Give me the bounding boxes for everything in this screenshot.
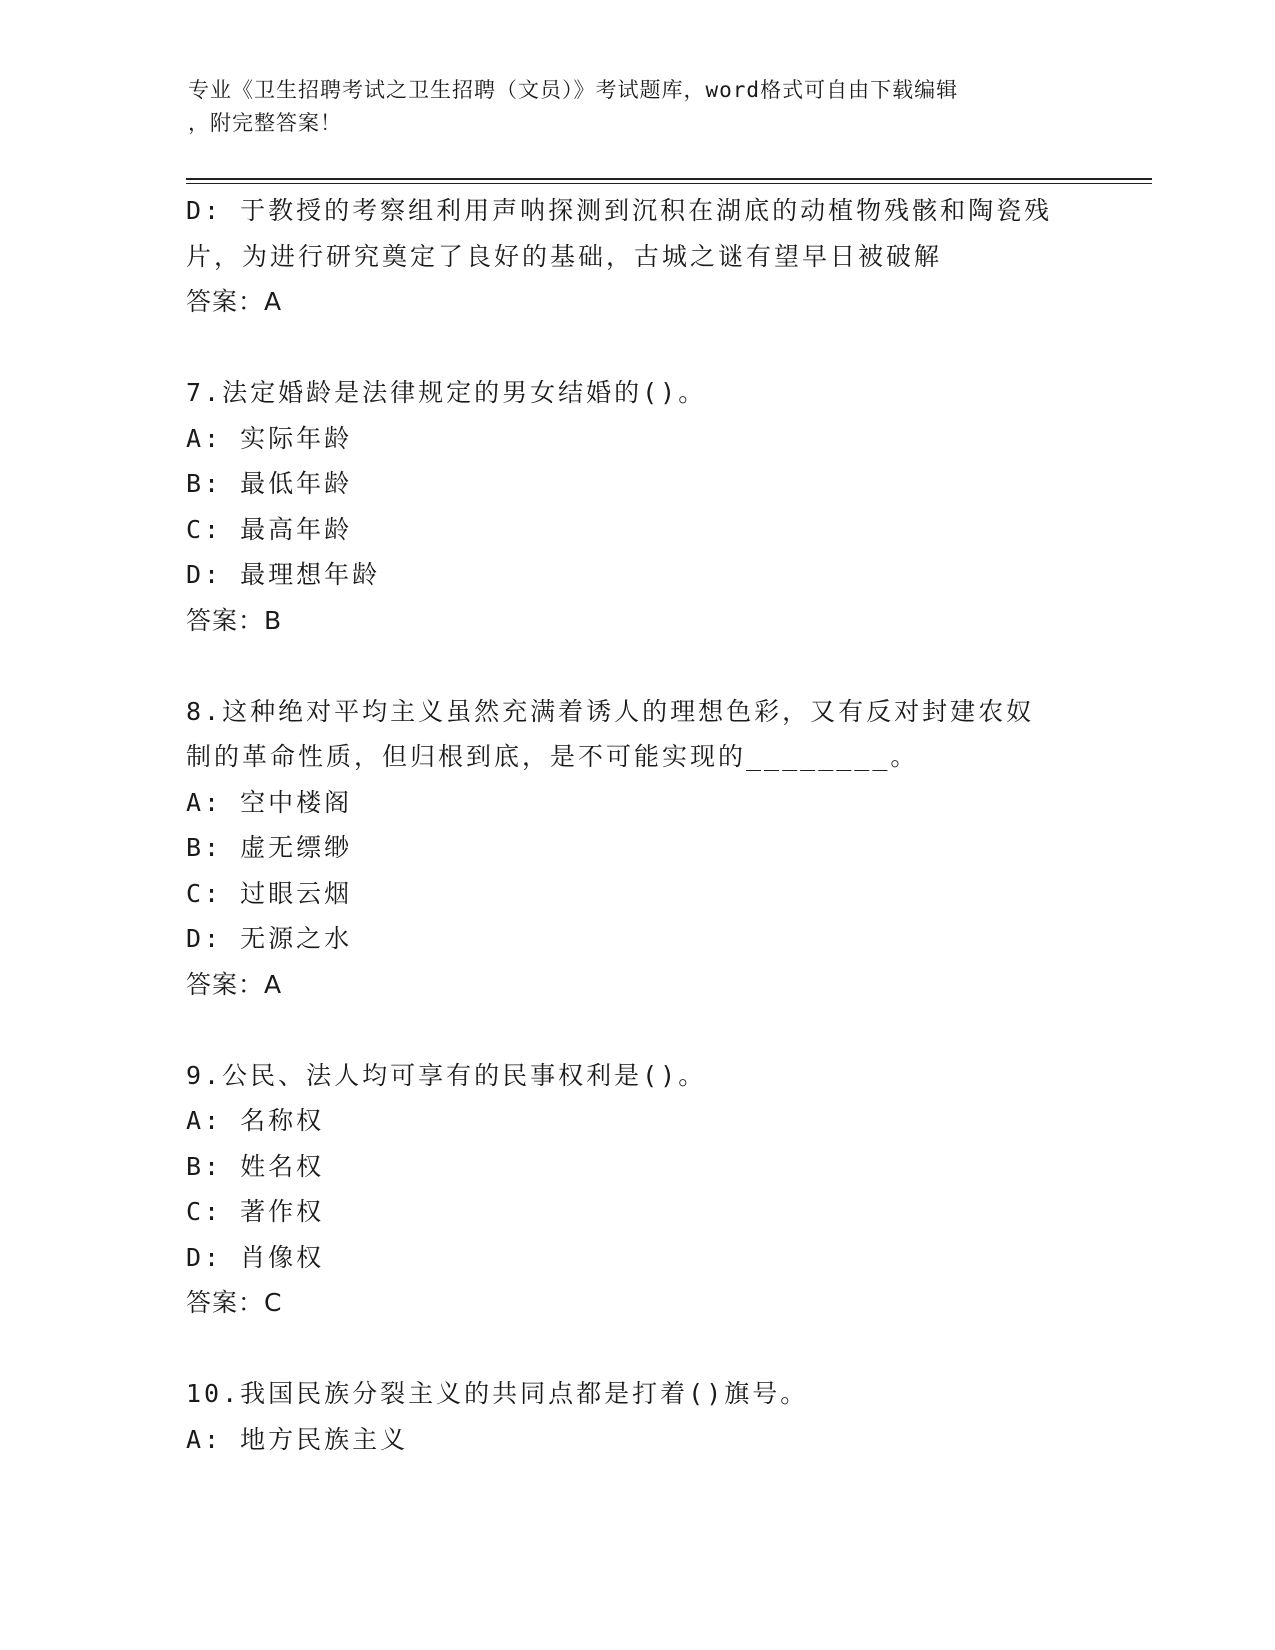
spacer: [186, 1007, 1086, 1053]
option-a: A: 实际年龄: [186, 423, 353, 453]
prev-answer: 答案：A: [186, 287, 283, 316]
spacer: [186, 325, 1086, 371]
option-a: A: 名称权: [186, 1106, 325, 1135]
option-c: C: 过眼云烟: [186, 878, 353, 908]
question-9: [186, 1053, 1086, 1326]
option-d: D: 肖像权: [186, 1242, 325, 1272]
header-title-line2: ，附完整答案！: [188, 111, 342, 135]
option-d: D: 最理想年龄: [186, 560, 381, 589]
option-c: C: 著作权: [186, 1197, 325, 1226]
header-divider-thick: [186, 178, 1152, 180]
option-b: B: 最低年龄: [186, 469, 353, 498]
question-text-line1: 8.这种绝对平均主义虽然充满着诱人的理想色彩，又有反对封建农奴: [186, 696, 1035, 726]
option-b: B: 虚无缥缈: [186, 833, 353, 862]
header-title-line1: 专业《卫生招聘考试之卫生招聘（文员）》考试题库，word格式可自由下载编辑: [188, 78, 959, 102]
prev-option-d-line2: 片，为进行研究奠定了良好的基础，古城之谜有望早日被破解: [186, 241, 943, 271]
option-a: A: 地方民族主义: [186, 1424, 409, 1454]
answer: 答案：A: [186, 969, 283, 999]
question-10: [186, 1371, 1086, 1462]
option-b: B: 姓名权: [186, 1151, 325, 1181]
question-7: [186, 370, 1086, 643]
answer: 答案：B: [186, 605, 283, 635]
answer: 答案：C: [186, 1288, 283, 1317]
spacer: [186, 1326, 1086, 1372]
header-divider-thin: [186, 183, 1152, 184]
question-text: 9.公民、法人均可享有的民事权利是()。: [186, 1060, 707, 1090]
question-text-line2: 制的革命性质，但归根到底，是不可能实现的________。: [186, 742, 919, 771]
option-d: D: 无源之水: [186, 924, 353, 953]
spacer: [186, 643, 1086, 689]
prev-option-d-line1: D: 于教授的考察组利用声呐探测到沉积在湖底的动植物残骸和陶瓷残: [186, 196, 1053, 225]
option-a: A: 空中楼阁: [186, 787, 353, 817]
option-c: C: 最高年龄: [186, 514, 353, 544]
question-text: 7.法定婚龄是法律规定的男女结婚的()。: [186, 378, 707, 407]
question-content: [186, 188, 1086, 1462]
page-header: [188, 74, 1068, 140]
question-8: [186, 689, 1086, 1008]
question-text: 10.我国民族分裂主义的共同点都是打着()旗号。: [186, 1379, 809, 1408]
